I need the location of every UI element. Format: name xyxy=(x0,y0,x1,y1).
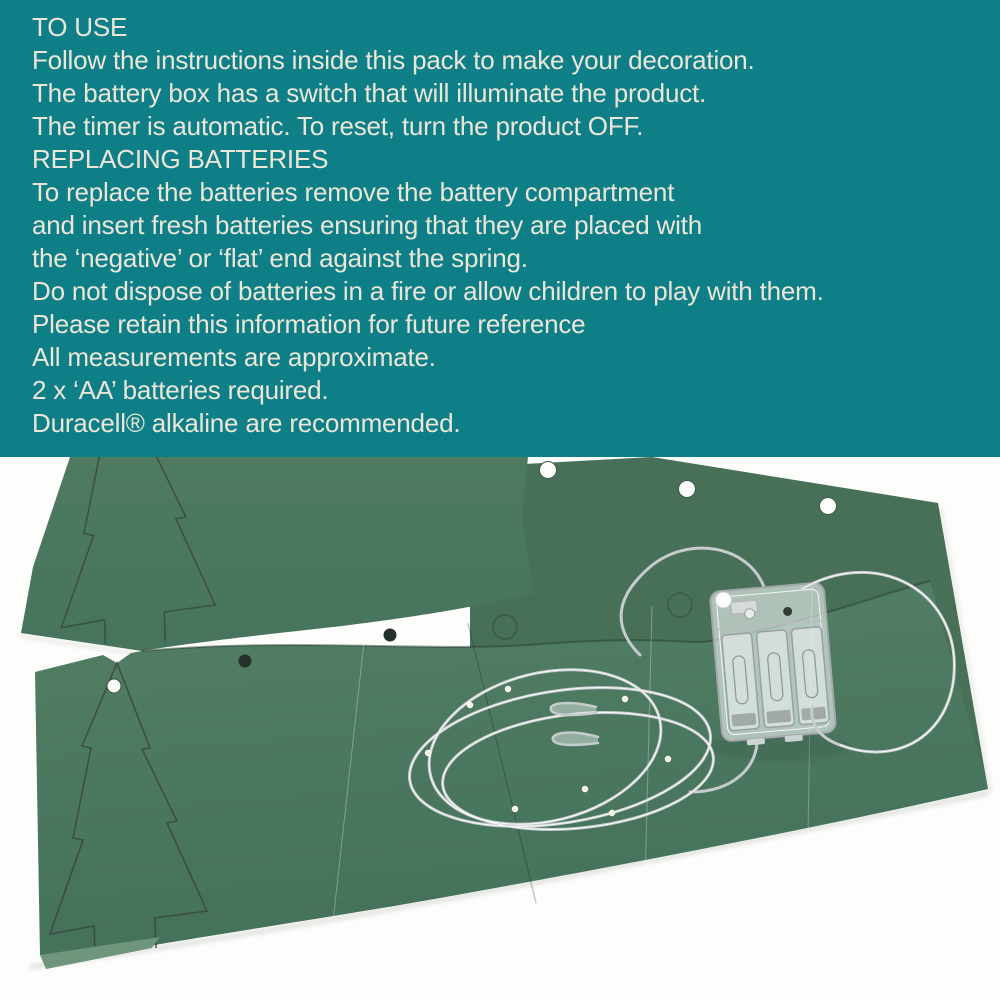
led-light xyxy=(467,702,473,708)
battery-box xyxy=(710,582,837,747)
led-light xyxy=(622,696,628,702)
hanging-hole xyxy=(107,679,121,693)
hanging-hole xyxy=(679,481,696,498)
instruction-line: To replace the batteries remove the battery compartment xyxy=(32,177,675,207)
led-light xyxy=(425,750,431,756)
instruction-line: and insert fresh batteries ensuring that they are placed with xyxy=(32,210,702,240)
instruction-line: The timer is automatic. To reset, turn the product OFF. xyxy=(32,111,644,141)
instruction-line: The battery box has a switch that will illuminate the product. xyxy=(32,78,707,108)
wire-end xyxy=(553,733,598,745)
wire-end xyxy=(551,703,596,715)
instructions-panel xyxy=(0,0,1000,457)
instruction-line: 2 x ‘AA’ batteries required. xyxy=(32,375,329,405)
punched-hole xyxy=(384,629,397,642)
replacing-batteries-heading: REPLACING BATTERIES xyxy=(32,144,329,174)
battery-contact xyxy=(731,713,756,727)
led-light xyxy=(582,786,588,792)
led-light xyxy=(665,756,671,762)
product-photo xyxy=(0,457,1000,1000)
instruction-line: Duracell® alkaline are recommended. xyxy=(32,408,461,438)
instruction-line: Do not dispose of batteries in a fire or allow children to play with them. xyxy=(32,276,824,306)
instruction-line: Follow the instructions inside this pack to make your decoration. xyxy=(32,45,755,75)
instruction-line: Please retain this information for future reference xyxy=(32,309,586,339)
led-light xyxy=(609,810,615,816)
instruction-line: the ‘negative’ or ‘flat’ end against the spring. xyxy=(32,243,528,273)
hanging-hole xyxy=(540,462,557,479)
screw xyxy=(744,608,755,619)
led-light xyxy=(505,686,511,692)
to-use-heading: TO USE xyxy=(32,12,128,42)
product-photo-illustration xyxy=(0,457,1000,1000)
led-light xyxy=(512,806,518,812)
hanging-hole xyxy=(820,498,837,515)
battery-contact xyxy=(766,710,791,724)
punched-hole xyxy=(239,655,252,668)
instruction-line: All measurements are approximate. xyxy=(32,342,436,372)
